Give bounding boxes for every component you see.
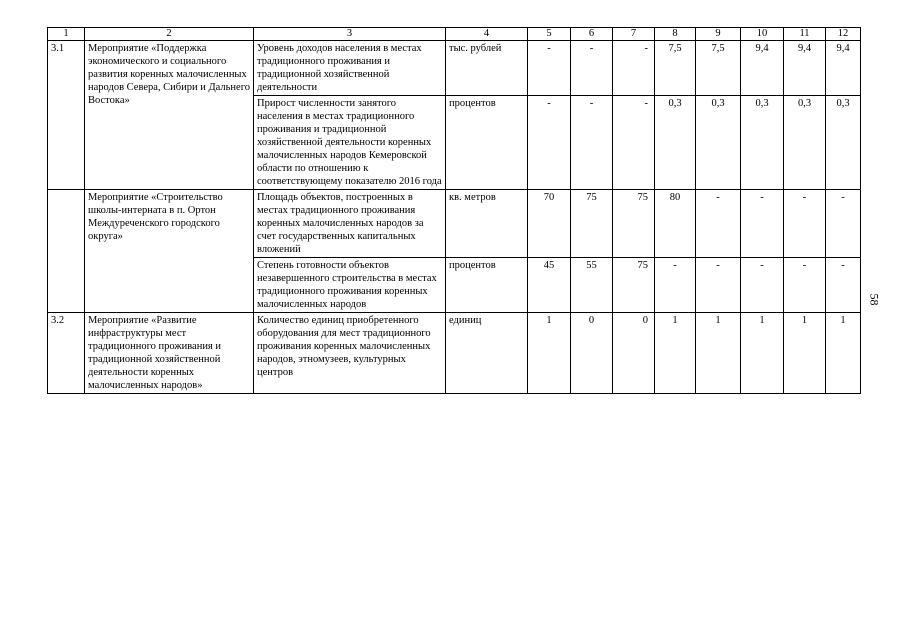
- indicators-table: [47, 27, 861, 394]
- page-number: 58: [867, 293, 882, 306]
- unit: кв. метров: [446, 190, 528, 258]
- value-cell: -: [784, 258, 826, 313]
- value-cell: 0: [613, 313, 655, 394]
- unit: тыс. рублей: [446, 41, 528, 96]
- value-cell: -: [741, 258, 784, 313]
- header-cell: 7: [613, 28, 655, 41]
- value-cell: 1: [826, 313, 861, 394]
- value-cell: -: [571, 41, 613, 96]
- table-row: [48, 41, 861, 96]
- indicator-name: Площадь объектов, построенных в местах традиционного проживания коренных малочисленных народов за счет государственных капитальных вложений: [254, 190, 446, 258]
- event-name: Мероприятие «Развитие инфраструктуры мест традиционного проживания и традиционной хозяйственной деятельности коренных малочисленных народов»: [85, 313, 254, 394]
- value-cell: -: [613, 96, 655, 190]
- indicator-name: Уровень доходов населения в местах традиционного проживания и традиционной хозяйственной деятельности: [254, 41, 446, 96]
- row-number: 3.1: [48, 41, 85, 190]
- value-cell: -: [655, 258, 696, 313]
- value-cell: 7,5: [655, 41, 696, 96]
- unit: процентов: [446, 258, 528, 313]
- value-cell: 0: [571, 313, 613, 394]
- value-cell: -: [696, 190, 741, 258]
- unit: процентов: [446, 96, 528, 190]
- table-row: [48, 313, 861, 394]
- value-cell: -: [696, 258, 741, 313]
- value-cell: -: [571, 96, 613, 190]
- value-cell: 80: [655, 190, 696, 258]
- header-cell: 3: [254, 28, 446, 41]
- header-cell: 9: [696, 28, 741, 41]
- event-name: Мероприятие «Поддержка экономического и социального развития коренных малочисленных народов Севера, Сибири и Дальнего Востока»: [85, 41, 254, 190]
- value-cell: 70: [528, 190, 571, 258]
- header-cell: 4: [446, 28, 528, 41]
- header-cell: 5: [528, 28, 571, 41]
- row-number: 3.2: [48, 313, 85, 394]
- header-cell: 6: [571, 28, 613, 41]
- value-cell: 1: [696, 313, 741, 394]
- table-row: [48, 190, 861, 258]
- indicator-name: Прирост численности занятого населения в местах традиционного проживания и традиционной хозяйственной деятельности коренных малочисленных народов Кемеровской области по отношению к соответствующему показателю 2016 года: [254, 96, 446, 190]
- value-cell: 1: [784, 313, 826, 394]
- header-cell: 1: [48, 28, 85, 41]
- header-cell: 11: [784, 28, 826, 41]
- header-row: [48, 28, 861, 41]
- value-cell: -: [528, 41, 571, 96]
- value-cell: -: [741, 190, 784, 258]
- value-cell: -: [613, 41, 655, 96]
- header-cell: 8: [655, 28, 696, 41]
- event-name: Мероприятие «Строительство школы-интерната в п. Ортон Междуреченского городского округа»: [85, 190, 254, 313]
- value-cell: 1: [655, 313, 696, 394]
- value-cell: 1: [741, 313, 784, 394]
- value-cell: 0,3: [696, 96, 741, 190]
- value-cell: 0,3: [784, 96, 826, 190]
- value-cell: 75: [613, 190, 655, 258]
- value-cell: 9,4: [826, 41, 861, 96]
- value-cell: 75: [571, 190, 613, 258]
- value-cell: -: [826, 258, 861, 313]
- value-cell: -: [528, 96, 571, 190]
- value-cell: 55: [571, 258, 613, 313]
- indicator-name: Количество единиц приобретенного оборудования для мест традиционного проживания коренных малочисленных народов, этномузеев, культурных центров: [254, 313, 446, 394]
- value-cell: 1: [528, 313, 571, 394]
- header-cell: 12: [826, 28, 861, 41]
- value-cell: 0,3: [741, 96, 784, 190]
- header-cell: 2: [85, 28, 254, 41]
- indicator-name: Степень готовности объектов незавершенного строительства в местах традиционного проживания коренных малочисленных народов: [254, 258, 446, 313]
- unit: единиц: [446, 313, 528, 394]
- header-cell: 10: [741, 28, 784, 41]
- value-cell: 0,3: [826, 96, 861, 190]
- value-cell: 0,3: [655, 96, 696, 190]
- value-cell: 9,4: [741, 41, 784, 96]
- value-cell: 45: [528, 258, 571, 313]
- value-cell: 75: [613, 258, 655, 313]
- value-cell: -: [826, 190, 861, 258]
- value-cell: 7,5: [696, 41, 741, 96]
- value-cell: 9,4: [784, 41, 826, 96]
- value-cell: -: [784, 190, 826, 258]
- row-number: [48, 190, 85, 313]
